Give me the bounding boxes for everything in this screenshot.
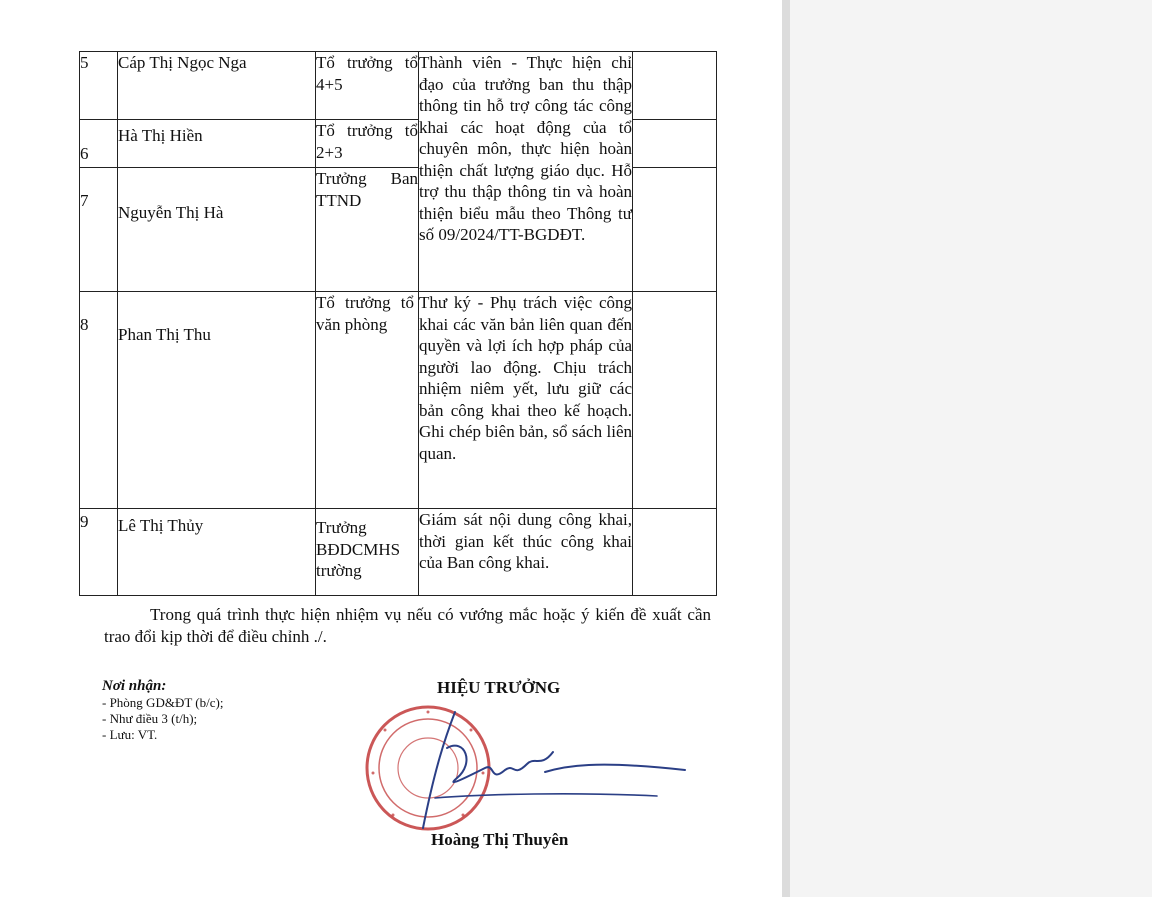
recipients-block <box>102 677 223 743</box>
member-duty: Thư ký - Phụ trách việc công khai các văn bản liên quan đến quyền và lợi ích hợp pháp của người lao động. Chịu trách nhiệm niêm yết, lưu giữ các bản công khai theo kế hoạch. Ghi chép biên bản, sổ sách liên quan. <box>419 292 633 509</box>
note-cell <box>633 52 717 120</box>
member-name: Hà Thị Hiền <box>118 120 316 168</box>
signer-position: HIỆU TRƯỞNG <box>437 678 561 697</box>
recipients-title: Nơi nhận: <box>102 678 167 694</box>
recipient-line: - Như điều 3 (t/h); <box>102 711 198 726</box>
member-duty: Giám sát nội dung công khai, thời gian kết thúc công khai của Ban công khai. <box>419 509 633 596</box>
table-row <box>80 509 717 596</box>
member-name: Cáp Thị Ngọc Nga <box>118 52 316 120</box>
note-cell <box>633 120 717 168</box>
note-cell <box>633 509 717 596</box>
viewer-gutter <box>782 0 790 897</box>
member-name: Nguyễn Thị Hà <box>118 168 316 292</box>
member-position: Trưởng BĐDCMHS trường <box>316 509 419 596</box>
note-cell <box>633 168 717 292</box>
recipient-line: - Phòng GD&ĐT (b/c); <box>102 695 224 710</box>
handwritten-signature <box>395 708 695 838</box>
closing-paragraph: Trong quá trình thực hiện nhiệm vụ nếu có vướng mắc hoặc ý kiến đề xuất cần trao đổi kịp thời để điều chỉnh ./. <box>104 605 711 646</box>
member-name: Phan Thị Thu <box>118 292 316 509</box>
recipient-line: - Lưu: VT. <box>102 727 158 742</box>
member-position: Tổ trưởng tổ văn phòng <box>316 292 419 509</box>
member-position: Tổ trưởng tổ 2+3 <box>316 120 419 168</box>
viewer-background <box>790 0 1152 897</box>
member-position: Tổ trưởng tổ 4+5 <box>316 52 419 120</box>
row-number: 5 <box>80 52 118 120</box>
row-number: 9 <box>80 509 118 596</box>
table-row <box>80 52 717 120</box>
row-number: 7 <box>80 168 118 292</box>
member-name: Lê Thị Thủy <box>118 509 316 596</box>
signer-name: Hoàng Thị Thuyên <box>431 830 569 849</box>
note-cell <box>633 292 717 509</box>
assignment-table <box>79 51 717 596</box>
row-number: 8 <box>80 292 118 509</box>
member-position: Trưởng Ban TTND <box>316 168 419 292</box>
row-number: 6 <box>80 120 118 168</box>
table-row <box>80 292 717 509</box>
member-duty: Thành viên - Thực hiện chỉ đạo của trưởng ban thu thập thông tin hỗ trợ công tác công khai các hoạt động của tổ chuyên môn, thực hiện hoàn thiện chất lượng giáo dục. Hỗ trợ thu thập thông tin và hoàn thiện biểu mẫu theo Thông tư số 09/2024/TT-BGDĐT. <box>419 52 633 292</box>
